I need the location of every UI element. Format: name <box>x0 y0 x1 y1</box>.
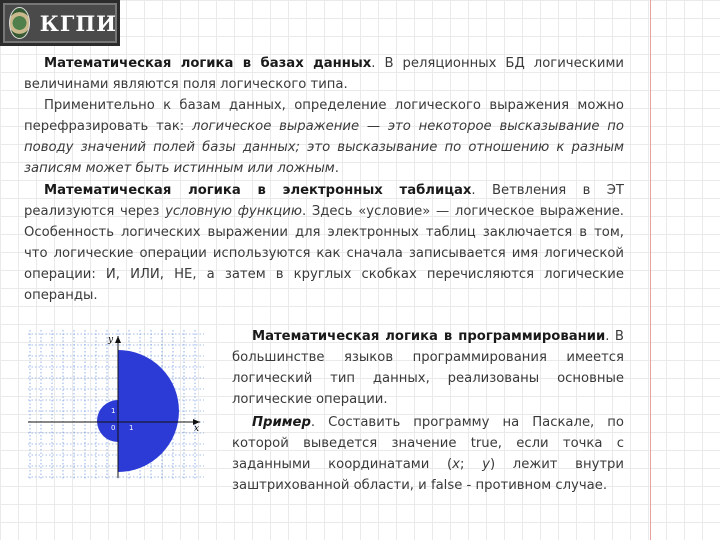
text-example-y: y <box>482 457 490 472</box>
text-example-x: x <box>452 457 460 472</box>
text-programming: . В большинстве языков программирования имеется логический тип данных, реализованы основные логические операции. <box>232 329 624 407</box>
heading-databases: Математическая логика в базах данных <box>44 56 372 71</box>
region-diagram <box>28 330 208 480</box>
heading-programming: Математическая логика в программировании <box>252 329 606 344</box>
text-definition-tail: . <box>334 161 339 176</box>
paragraph-example <box>232 412 624 496</box>
origin-label: 0 <box>111 424 116 432</box>
text-example-1: . Составить программу на Паскале, по которой выведется значение true, если точка с заданными координатами ( <box>232 415 624 472</box>
text-example-2: ) лежит внутри заштрихованной области, и false - противном случае. <box>232 457 624 493</box>
paragraph-spreadsheets <box>24 180 624 306</box>
text-spreadsheets-italic: условную функцию <box>165 204 302 219</box>
text-definition-italic: логическое выражение — это некоторое высказывание по поводу значений полей базы данных; это высказывание по отношению к разным записям может быть истинным или ложным <box>24 119 624 176</box>
paragraph-definition <box>24 95 624 179</box>
y-tick-label-1: 1 <box>111 407 116 415</box>
text-example-sep: ; <box>459 457 483 472</box>
y-axis-label: y <box>108 335 114 345</box>
paragraph-databases <box>24 53 624 95</box>
x-tick-label-1: 1 <box>129 424 134 432</box>
shaded-region <box>97 350 179 472</box>
text-databases: . В реляционных БД логическими величинами являются поля логического типа. <box>24 56 624 92</box>
paragraph-programming <box>232 326 624 410</box>
example-label: Пример <box>252 415 311 430</box>
logo-text: КГПИ <box>39 10 117 36</box>
heading-spreadsheets: Математическая логика в электронных таблицах <box>44 183 472 198</box>
text-definition-lead: Применительно к базам данных, определение логического выражения можно перефразировать так: <box>24 98 624 134</box>
y-axis-arrow <box>115 336 121 343</box>
x-axis-label: x <box>194 424 200 434</box>
text-spreadsheets-2: . Здесь «условие» — логическое выражение. Особенность логических выражении для электронных таблиц заключается в том, что логические операции используются как сначала записывается имя логической операции: И, ИЛИ, НЕ, а затем в круглых скобках перечисляются логические операнды. <box>24 204 624 303</box>
text-spreadsheets-1: . Ветвления в ЭТ реализуются через <box>24 183 624 219</box>
